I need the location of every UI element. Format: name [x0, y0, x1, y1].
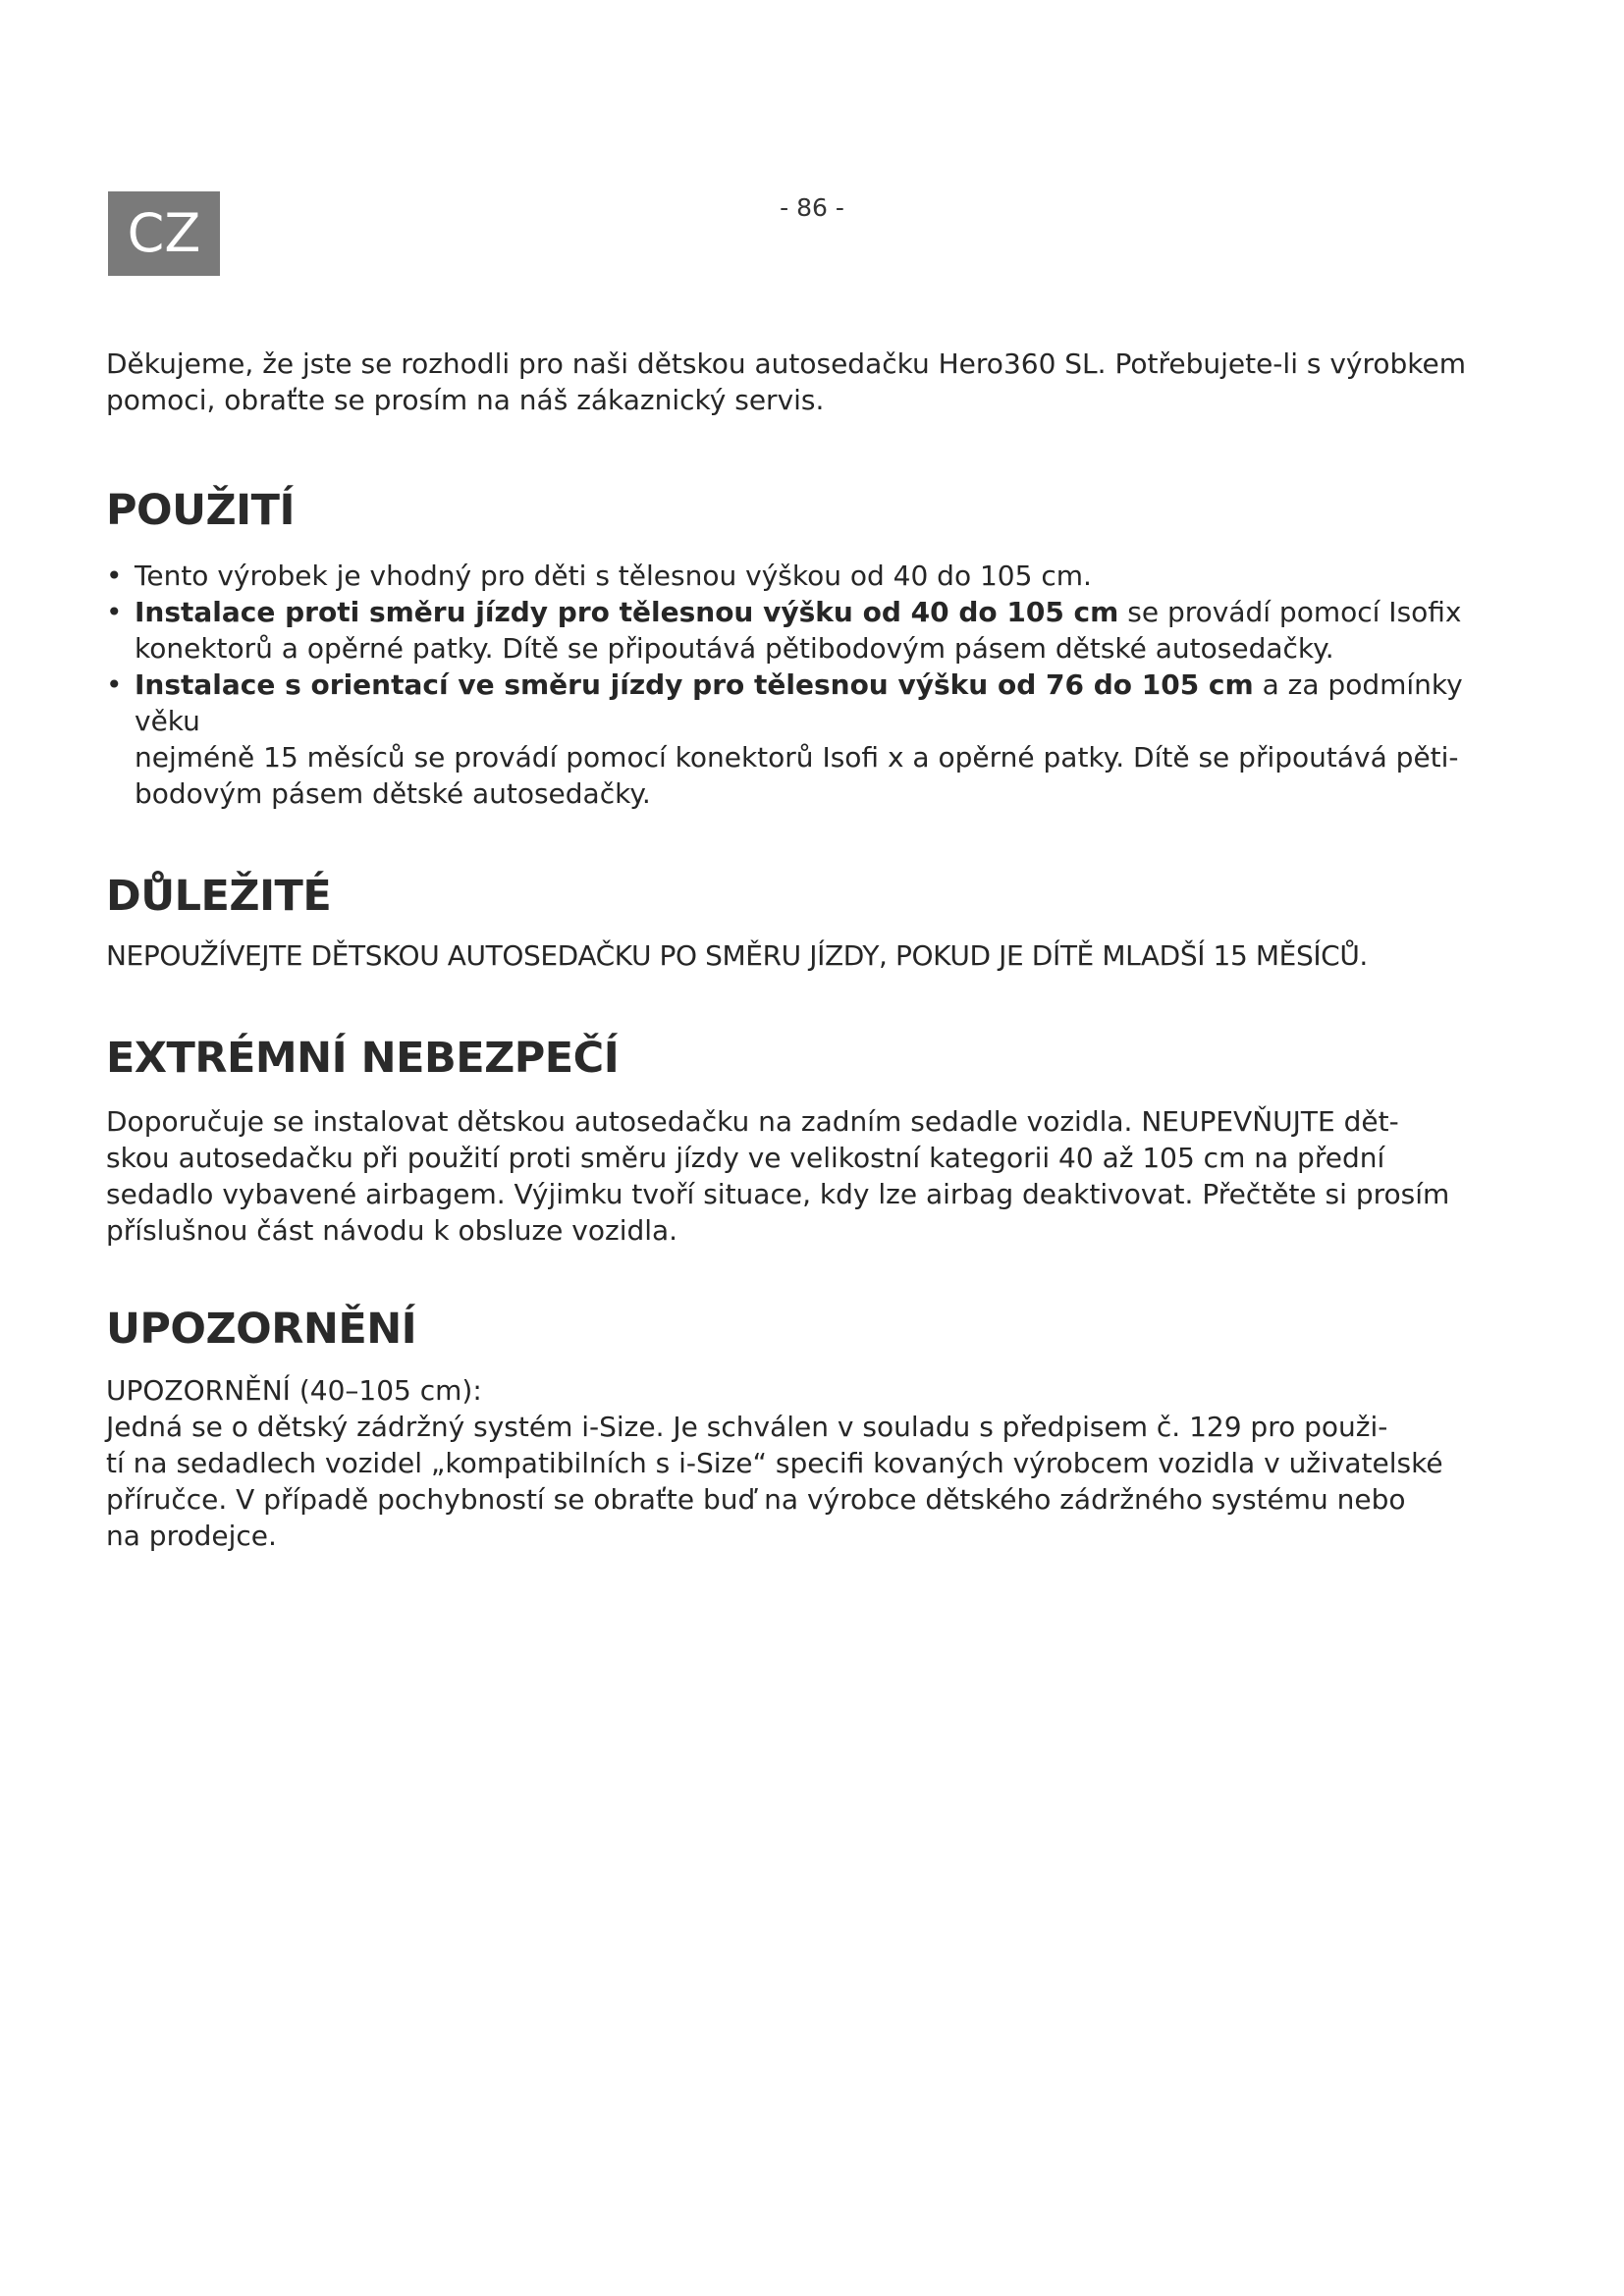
page-content — [106, 346, 1520, 1554]
notice-line: na prodejce. — [106, 1520, 277, 1552]
list-item-text: nejméně 15 měsíců se provádí pomocí konektorů Isofi x a opěrné patky. Dítě se připoutává pěti- — [135, 741, 1459, 774]
usage-list — [106, 558, 1520, 812]
notice-subtitle: UPOZORNĚNÍ (40–105 cm): — [106, 1374, 482, 1407]
list-item-bold-text: Instalace proti směru jízdy pro tělesnou výšku od 40 do 105 cm — [135, 596, 1119, 628]
intro-paragraph — [106, 346, 1520, 418]
notice-line: Jedná se o dětský zádržný systém i-Size. Je schválen v souladu s předpisem č. 129 pro použi- — [106, 1411, 1388, 1443]
notice-paragraph — [106, 1372, 1520, 1554]
danger-line: příslušnou část návodu k obsluze vozidla. — [106, 1214, 678, 1247]
bullet-icon: • — [106, 560, 123, 592]
intro-line: pomoci, obraťte se prosím na náš zákaznický servis. — [106, 384, 825, 416]
page-number: - 86 - — [780, 193, 844, 222]
language-badge: CZ — [108, 191, 220, 276]
bullet-icon: • — [106, 596, 123, 628]
notice-line: tí na sedadlech vozidel „kompatibilních s i-Size“ specifi kovaných výrobcem vozidla v uživatelské — [106, 1447, 1443, 1479]
danger-line: sedadlo vybavené airbagem. Výjimku tvoří situace, kdy lze airbag deaktivovat. Přečtěte si prosím — [106, 1178, 1450, 1210]
section-title-notice: UPOZORNĚNÍ — [106, 1305, 417, 1354]
section-title-usage: POUŽITÍ — [106, 486, 295, 535]
danger-line: Doporučuje se instalovat dětskou autosedačku na zadním sedadle vozidla. NEUPEVŇUJTE dět- — [106, 1105, 1399, 1138]
notice-line: příručce. V případě pochybností se obraťte buď na výrobce dětského zádržného systému nebo — [106, 1483, 1406, 1516]
list-item — [106, 558, 1520, 594]
list-item-text: bodovým pásem dětské autosedačky. — [135, 777, 651, 810]
list-item — [106, 667, 1520, 812]
section-title-danger: EXTRÉMNÍ NEBEZPEČÍ — [106, 1034, 620, 1083]
list-item-text: Tento výrobek je vhodný pro děti s tělesnou výškou od 40 do 105 cm. — [135, 560, 1092, 592]
list-item — [106, 594, 1520, 667]
important-text: NEPOUŽÍVEJTE DĚTSKOU AUTOSEDAČKU PO SMĚRU JÍZDY, POKUD JE DÍTĚ MLADŠÍ 15 MĚSÍCŮ. — [106, 939, 1368, 972]
danger-paragraph — [106, 1103, 1520, 1249]
danger-line: skou autosedačku při použití proti směru jízdy ve velikostní kategorii 40 až 105 cm na přední — [106, 1142, 1385, 1174]
list-item-text: se provádí pomocí Isofix — [1118, 596, 1462, 628]
bullet-icon: • — [106, 668, 123, 701]
list-item-bold-text: Instalace s orientací ve směru jízdy pro tělesnou výšku od 76 do 105 cm — [135, 668, 1254, 701]
list-item-text: a za podmínky věku — [135, 668, 1463, 737]
list-item-text: konektorů a opěrné patky. Dítě se připoutává pětibodovým pásem dětské autosedačky. — [135, 632, 1334, 665]
section-title-important: DŮLEŽITÉ — [106, 872, 332, 921]
intro-line: Děkujeme, že jste se rozhodli pro naši dětskou autosedačku Hero360 SL. Potřebujete-li s výrobkem — [106, 347, 1467, 380]
